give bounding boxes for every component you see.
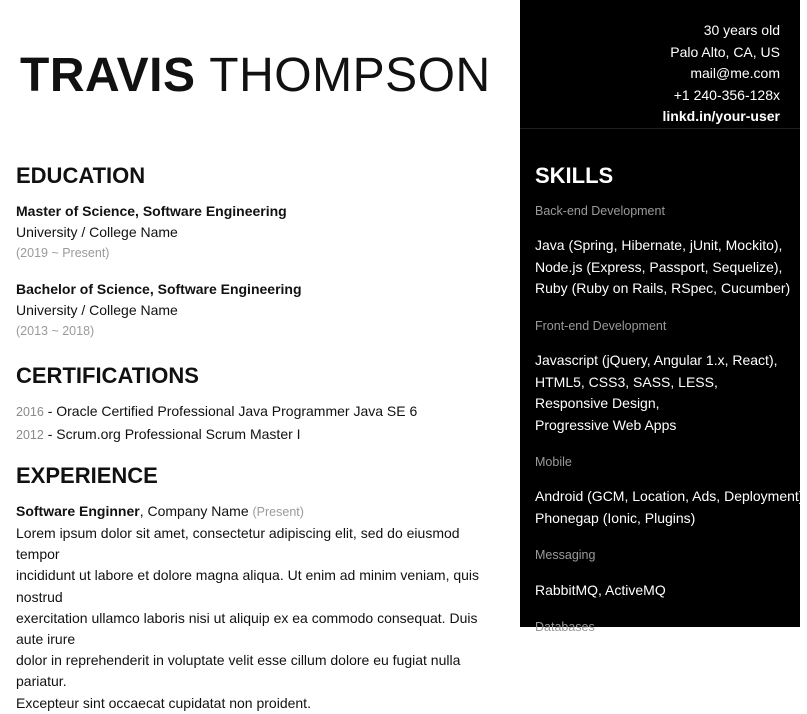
job-role: Software Enginner [16, 503, 140, 519]
certification-item [16, 423, 417, 446]
certification-year: 2016 [16, 405, 44, 419]
skill-category: Front-end Development [535, 319, 667, 333]
experience-heading: EXPERIENCE [16, 463, 158, 488]
skill-line: Ruby (Ruby on Rails, RSpec, Cucumber) [535, 280, 791, 296]
skill-line: Java (Spring, Hibernate, jUnit, Mockito), [535, 237, 783, 253]
description-line: exercitation ullamco laboris nisi ut aliquip ex ea commodo consequat. Duis aute irure [16, 609, 478, 648]
certification-year: 2012 [16, 428, 44, 442]
skill-line: Responsive Design, [535, 395, 660, 411]
skill-category: Databases [535, 620, 595, 634]
skill-line: RabbitMQ, ActiveMQ [535, 582, 666, 598]
experience-item [16, 501, 506, 714]
certification-item [16, 400, 417, 423]
skill-line: Android (GCM, Location, Ads, Deployment), [535, 488, 807, 504]
location: Palo Alto, CA, US [670, 43, 780, 60]
education-item [16, 279, 302, 342]
certifications-heading: CERTIFICATIONS [16, 363, 199, 388]
certifications-list [16, 400, 417, 446]
school: University / College Name [16, 224, 178, 240]
skill-line: HTML5, CSS3, SASS, LESS, [535, 373, 718, 390]
certification-text: - Oracle Certified Professional Java Programmer Java SE 6 [43, 403, 418, 419]
skill-list [535, 580, 666, 602]
school: University / College Name [16, 302, 178, 318]
age: 30 years old [703, 22, 780, 38]
first-name: TRAVIS [20, 49, 196, 102]
profile-link[interactable]: linkd.in/your-user [662, 108, 780, 124]
skill-line: Node.js (Express, Passport, Sequelize), [535, 258, 783, 275]
period: (2019 ~ Present) [16, 246, 110, 260]
degree: Master of Science, Software Engineering [16, 203, 287, 219]
skill-line: Javascript (jQuery, Angular 1.x, React), [535, 352, 778, 368]
skill-list [535, 486, 807, 529]
skill-category: Mobile [535, 455, 572, 469]
certification-text: - Scrum.org Professional Scrum Master I [43, 426, 301, 442]
skill-list [535, 350, 778, 436]
job-period: (Present) [252, 505, 304, 519]
description-line: incididunt ut labore et dolore magna aliqua. Ut enim ad minim veniam, quis nostrud [16, 567, 480, 605]
description-line: Excepteur sint occaecat cupidatat non proident. [16, 694, 311, 711]
skills-heading: SKILLS [535, 163, 614, 188]
phone: +1 240-356-128x [673, 86, 780, 103]
resume-side-column [520, 0, 807, 634]
description-line: Lorem ipsum dolor sit amet, consectetur adipiscing elit, sed do eiusmod tempor [16, 525, 460, 563]
education-item [16, 201, 287, 264]
skill-line: Phonegap (Ionic, Plugins) [535, 509, 696, 526]
experience-header [16, 501, 506, 523]
company-name: , Company Name [139, 503, 253, 519]
last-name: THOMPSON [209, 49, 491, 102]
education-heading: EDUCATION [16, 163, 146, 188]
divider [520, 128, 800, 129]
email-link[interactable]: mail@me.com [690, 65, 780, 81]
contact-info [663, 20, 780, 128]
period: (2013 ~ 2018) [16, 324, 95, 338]
skill-line: Progressive Web Apps [535, 416, 677, 433]
description-line: dolor in reprehenderit in voluptate velit esse cillum dolore eu fugiat nulla pariatur. [16, 652, 461, 690]
job-description [16, 523, 506, 714]
skill-category: Messaging [535, 548, 596, 562]
skill-list [535, 235, 790, 300]
degree: Bachelor of Science, Software Engineering [16, 281, 302, 297]
candidate-name [20, 48, 491, 104]
skill-category: Back-end Development [535, 204, 665, 218]
